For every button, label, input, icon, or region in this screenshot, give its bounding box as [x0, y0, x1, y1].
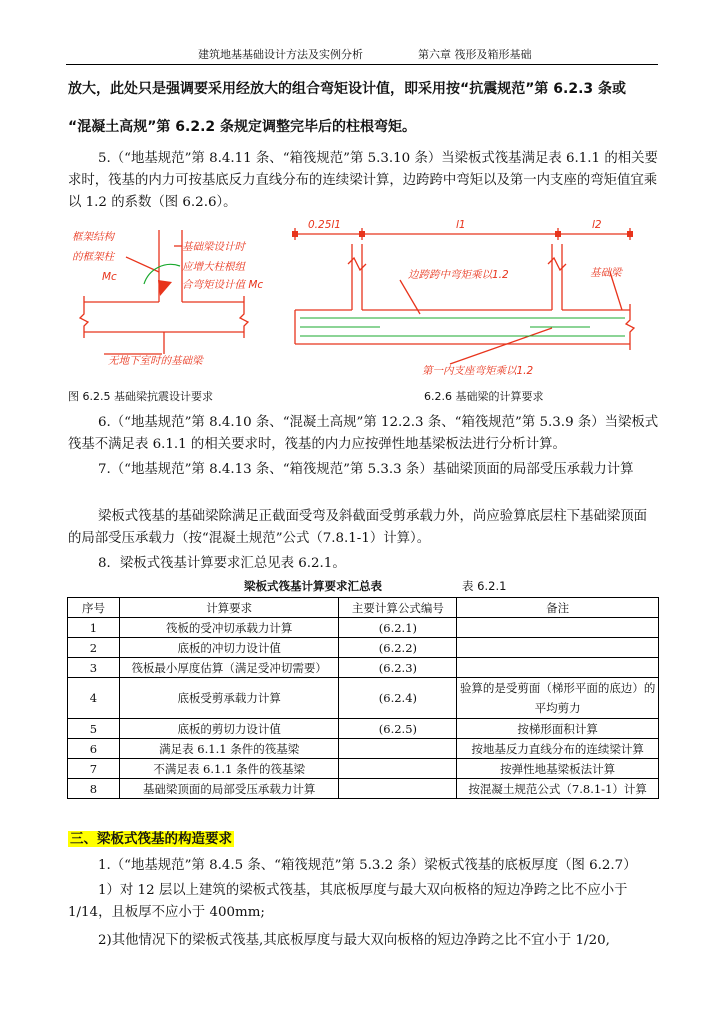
paragraph-p9: 1.（“地基规范”第 8.4.5 条、“箱筏规范”第 5.3.2 条）梁板式筏基的底板厚度（图 6.2.7）	[98, 858, 637, 873]
table-title: 梁板式筏基计算要求汇总表	[244, 579, 382, 593]
table-cell: 6	[68, 739, 120, 759]
paragraph-p7: 7.（“地基规范”第 8.4.13 条、“箱筏规范”第 5.3.3 条）基础梁顶面的局部受压承载力计算	[98, 462, 634, 477]
fig-left-label-7: 无地下室时的基础梁	[108, 355, 203, 367]
fig-left-label-4: 基础梁设计时	[182, 241, 245, 253]
table-row	[68, 779, 659, 799]
paragraph-p2: “混凝土高规”第 6.2.2 条规定调整完毕后的柱根弯矩。	[68, 119, 417, 135]
table-cell: 3	[68, 658, 120, 678]
fig-left-label-1: 框架结构	[72, 231, 114, 243]
table-cell: 不满足表 6.1.1 条件的筏基梁	[119, 759, 339, 779]
paragraph-p11: 2)其他情况下的梁板式筏基,其底板厚度与最大双向板格的短边净跨之比不宜小于 1/20,	[98, 933, 610, 948]
fig-right-label-5: 基础梁	[590, 267, 622, 279]
table-cell: 验算的是受剪面（梯形平面的底边）的平均剪力	[457, 678, 659, 719]
table-cell: 按弹性地基梁板法计算	[457, 759, 659, 779]
figure-foundation-beam-seismic	[64, 222, 304, 370]
figure-continuous-beam	[290, 214, 668, 378]
table-cell	[339, 759, 457, 779]
page-header	[66, 42, 658, 65]
paragraph-p8: 8．梁板式筏基计算要求汇总见表 6.2.1。	[98, 556, 346, 571]
table-row	[68, 618, 659, 638]
paragraph-p10: 1）对 12 层以上建筑的梁板式筏基，其底板厚度与最大双向板格的短边净跨之比不应小于 1/14，且板厚不应小于 400mm;	[68, 883, 628, 920]
table-row	[68, 658, 659, 678]
table-cell: 7	[68, 759, 120, 779]
paragraph-p7b: 梁板式筏基的基础梁除满足正截面受弯及斜截面受剪承载力外，尚应验算底层柱下基础梁顶面的局部受压承载力（按“混凝土规范”公式（7.8.1-1）计算）。	[68, 509, 648, 546]
paragraph-p1: 放大，此处只是强调要采用经放大的组合弯矩设计值，即采用按“抗震规范”第 6.2.3 条或	[68, 81, 627, 97]
table-cell: 4	[68, 678, 120, 719]
fig-left-label-2: 的框架柱	[72, 251, 114, 263]
paragraph-p6: 6.（“地基规范”第 8.4.10 条、“混凝土高规”第 12.2.3 条、“箱筏规范”第 5.3.9 条）当梁板式筏基不满足表 6.1.1 的相关要求时，筏基的内力应按弹性地基梁板法进行分析计算。	[68, 415, 659, 452]
fig-left-label-5: 应增大柱根组	[182, 261, 245, 273]
section-heading: 三、梁板式筏基的构造要求	[70, 831, 232, 847]
table-cell: (6.2.2)	[339, 638, 457, 658]
table-header-cell: 计算要求	[119, 598, 339, 618]
header-book-title: 建筑地基基础设计方法及实例分析	[198, 48, 363, 61]
table-cell	[457, 638, 659, 658]
table-header-cell: 备注	[457, 598, 659, 618]
table-row	[68, 638, 659, 658]
table-header-cell: 序号	[68, 598, 120, 618]
requirements-table	[67, 597, 659, 799]
table-header-cell: 主要计算公式编号	[339, 598, 457, 618]
fig-left-label-6: 合弯矩设计值 Mc	[182, 279, 264, 291]
fig-right-label-6: 第一内支座弯矩乘以1.2	[422, 365, 534, 377]
fig-right-label-4: 边跨跨中弯矩乘以1.2	[408, 269, 509, 281]
table-row	[68, 678, 659, 719]
fig-right-label-1: 0.25l1	[308, 219, 341, 231]
table-row	[68, 759, 659, 779]
table-cell: 1	[68, 618, 120, 638]
table-cell: 按梯形面积计算	[457, 719, 659, 739]
table-cell: 2	[68, 638, 120, 658]
figure-left-caption: 图 6.2.5 基础梁抗震设计要求	[68, 390, 213, 403]
table-cell	[339, 739, 457, 759]
table-number: 表 6.2.1	[462, 579, 507, 593]
table-cell: (6.2.1)	[339, 618, 457, 638]
table-header-row	[68, 598, 659, 618]
section-heading-wrap	[68, 828, 660, 851]
table-cell	[339, 779, 457, 799]
table-cell: 8	[68, 779, 120, 799]
table-cell: 满足表 6.1.1 条件的筏基梁	[119, 739, 339, 759]
header-chapter: 第六章 筏形及箱形基础	[418, 48, 532, 61]
paragraph-p3: 5.（“地基规范”第 8.4.11 条、“箱筏规范”第 5.3.10 条）当梁板式筏基满足表 6.1.1 的相关要求时，筏基的内力可按基底反力直线分布的连续梁计算，边跨跨中弯矩以及第一内支座的弯矩值宜乘以 1.2 的系数（图 6.2.6）。	[68, 151, 658, 210]
fig-left-label-3: Mc	[102, 271, 117, 283]
table-row	[68, 719, 659, 739]
table-cell: 底板的剪切力设计值	[119, 719, 339, 739]
figure-right-caption: 6.2.6 基础梁的计算要求	[424, 390, 544, 403]
table-cell: (6.2.3)	[339, 658, 457, 678]
table-cell	[457, 658, 659, 678]
fig-right-label-3: l2	[592, 219, 602, 231]
table-cell: 底板的冲切力设计值	[119, 638, 339, 658]
table-cell: 筏板的受冲切承载力计算	[119, 618, 339, 638]
fig-right-label-2: l1	[456, 219, 466, 231]
table-row	[68, 739, 659, 759]
table-cell: 按地基反力直线分布的连续梁计算	[457, 739, 659, 759]
table-cell: (6.2.5)	[339, 719, 457, 739]
table-cell: 筏板最小厚度估算（满足受冲切需要）	[119, 658, 339, 678]
table-cell: 基础梁顶面的局部受压承载力计算	[119, 779, 339, 799]
table-cell: 按混凝土规范公式（7.8.1-1）计算	[457, 779, 659, 799]
table-cell: (6.2.4)	[339, 678, 457, 719]
table-cell: 底板受剪承载力计算	[119, 678, 339, 719]
table-cell: 5	[68, 719, 120, 739]
table-cell	[457, 618, 659, 638]
